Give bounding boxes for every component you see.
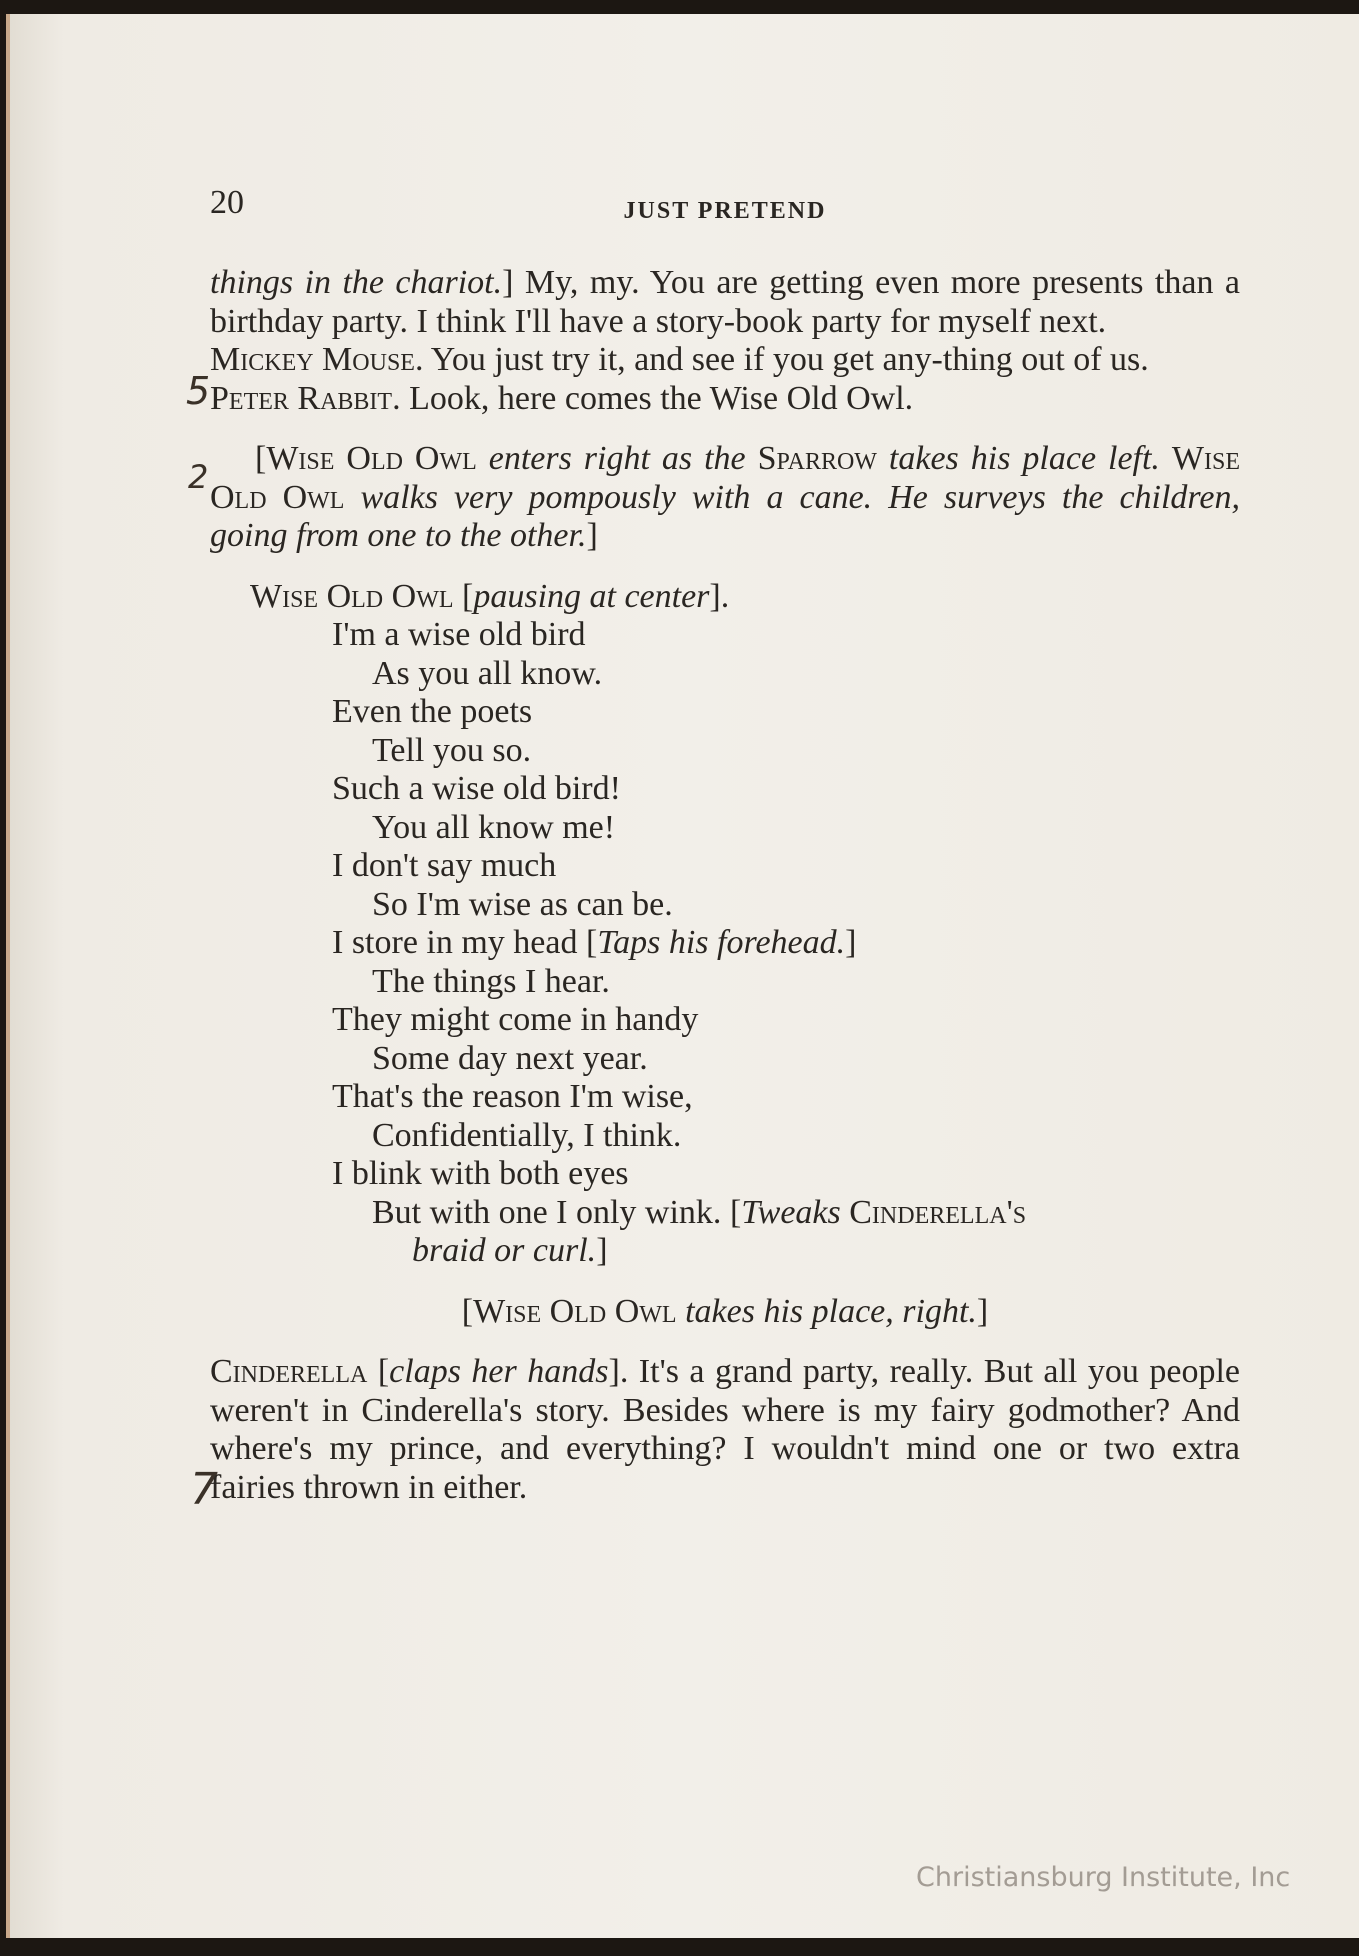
stage1-a: enters right as the: [476, 440, 758, 477]
poem-line: Tell you so.: [372, 731, 532, 769]
bracket-open: [: [255, 440, 267, 477]
owl-poem: [210, 616, 1240, 1271]
poem-line-16-dir-name: Cinderella's: [849, 1193, 1027, 1231]
peter-text: Look, here comes the Wise Old Owl.: [400, 379, 914, 417]
poem-line: The things I hear.: [372, 962, 610, 1000]
poem-line: Confidentially, I think.: [372, 1116, 682, 1154]
poem-line-16-dir-a: Tweaks: [741, 1193, 841, 1231]
stage1-c: walks very pompously with a cane. He surveys the children, going from one to the other.: [210, 478, 1240, 554]
stage-direction-1: [210, 440, 1240, 556]
peter-speaker: Peter Rabbit.: [210, 379, 401, 417]
poem-line: As you all know.: [372, 654, 603, 692]
stage-direction-2: [Wise Old Owl takes his place, right.]: [461, 1292, 989, 1330]
poem-line: That's the reason I'm wise,: [332, 1078, 693, 1115]
mickey-line: [210, 341, 1240, 380]
owl-speaker: Wise Old Owl: [250, 577, 454, 615]
stage2-owl: Wise Old Owl: [473, 1292, 677, 1330]
stage1-owl: Wise Old Owl: [266, 440, 477, 477]
intro-text: ] My, my. You are getting even more presents than a birthday party. I think I'll have a story-book party for myself next.: [210, 264, 1240, 340]
stage1-b: takes his place left.: [876, 440, 1172, 477]
mickey-text: You just try it, and see if you get any-thing out of us.: [423, 341, 1149, 378]
running-head: JUST PRETEND: [623, 198, 827, 224]
peter-line: [210, 380, 1240, 419]
cinderella-direction: claps her hands: [389, 1353, 609, 1390]
handwritten-mark-cinderella: 7: [190, 1464, 218, 1515]
watermark: Christiansburg Institute, Inc: [916, 1862, 1291, 1893]
poem-line: Even the poets: [332, 693, 533, 730]
bracket-close: ]: [586, 517, 598, 554]
stage2-text: takes his place, right.: [685, 1292, 977, 1330]
poem-line: Such a wise old bird!: [332, 770, 621, 807]
poem-line-9-direction: Taps his forehead.: [597, 924, 846, 961]
poem-line: I store in my head [Taps his forehead.]: [332, 924, 857, 961]
book-page: [6, 14, 1359, 1938]
stage1-sparrow: Sparrow: [757, 440, 877, 477]
page-header: [210, 184, 1240, 264]
poem-line: But with one I only wink. [Tweaks Cinderella's: [372, 1193, 1027, 1231]
mickey-speaker: Mickey Mouse.: [210, 341, 424, 378]
poem-line: Some day next year.: [372, 1039, 648, 1077]
stage1-owl2: Wise Old Owl: [210, 440, 1240, 516]
poem-line: I blink with both eyes: [332, 1155, 629, 1192]
page-number: 20: [210, 184, 244, 221]
owl-speaker-line: Wise Old Owl [pausing at center].: [250, 577, 730, 615]
poem-line-16-dir-b: braid or curl.: [412, 1232, 597, 1269]
poem-line: I'm a wise old bird: [332, 616, 586, 653]
cinderella-speaker: Cinderella: [210, 1353, 368, 1390]
poem-line: So I'm wise as can be.: [372, 885, 673, 923]
poem-line: They might come in handy: [332, 1001, 699, 1038]
handwritten-mark-peter: 2: [188, 458, 209, 496]
intro-italic: things in the chariot.: [210, 264, 503, 301]
cinderella-text: . It's a grand party, really. But all you people weren't in Cinderella's story. Besides where is my fairy godmother? And where's my prince, and everything? I wouldn't mind one or two extra fairies thrown in either.: [210, 1353, 1240, 1506]
poem-line-16-text: But with one I only wink.: [372, 1193, 722, 1231]
owl-direction: pausing at center: [473, 577, 710, 615]
page-content: [210, 184, 1240, 1507]
poem-line: braid or curl.]: [412, 1232, 608, 1269]
intro-paragraph: [210, 264, 1240, 341]
poem-line-9-text: I store in my head: [332, 924, 578, 961]
poem-line: I don't say much: [332, 847, 557, 884]
handwritten-mark-mickey: 5: [186, 369, 211, 413]
poem-line: You all know me!: [372, 808, 616, 846]
cinderella-line: Cinderella [claps her hands]. It's a grand party, really. But all you people weren't in Cinderella's story. Besides where is my fairy godmother? And where's my prince, and everything? I wouldn't mind one or two extra fairies thrown in either.: [210, 1353, 1240, 1506]
